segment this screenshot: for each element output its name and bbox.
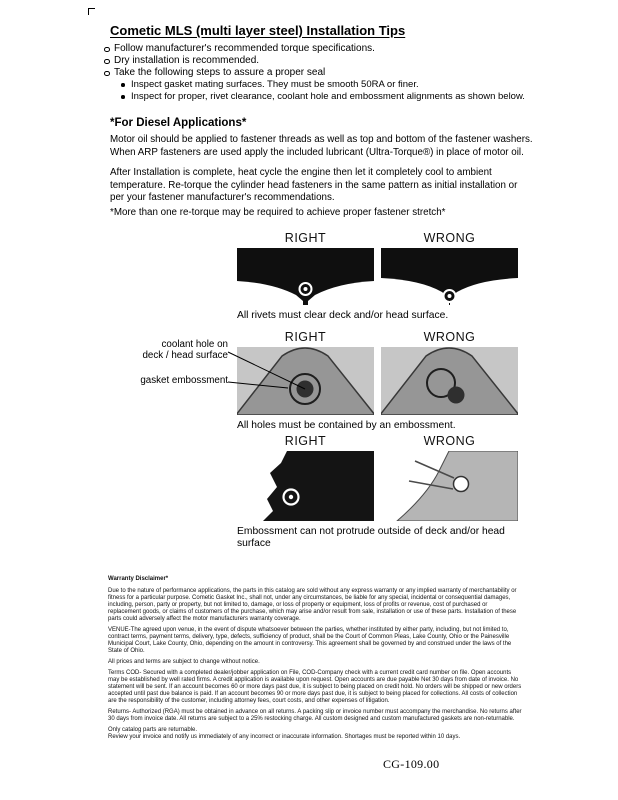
protrusion-wrong-diagram bbox=[381, 451, 518, 521]
list-item: Inspect for proper, rivet clearance, coolant hole and embossment alignments as shown below. bbox=[121, 91, 525, 103]
legal-paragraph: Only catalog parts are returnable. bbox=[108, 727, 198, 733]
legal-paragraph: All prices and terms are subject to change without notice. bbox=[108, 659, 260, 665]
diagram-caption-protrusion: Embossment can not protrude outside of deck and/or head surface bbox=[237, 526, 505, 549]
wrong-column bbox=[381, 330, 518, 415]
right-column bbox=[237, 434, 374, 521]
right-label: RIGHT bbox=[284, 434, 327, 448]
legal-paragraph: VENUE-The agreed upon venue, in the event of dispute whatsoever between the parties, whether instituted by either party, including, but not limited to, contract terms, payment terms, delivery, type, defects, sufficiency of product, shall be the Court of Common Pleas, Lake County, Ohio or the Painesville Municipal Court, Lake County, Ohio, depending on the amount in controversy. This agreement shall be governed by and construed under the laws of the State of Ohio. bbox=[108, 627, 512, 654]
diesel-heading: *For Diesel Applications* bbox=[110, 117, 247, 129]
diagram-row-rivets bbox=[237, 231, 519, 322]
gasket-embossment-label: gasket embossment bbox=[140, 375, 228, 386]
wrong-column bbox=[381, 434, 518, 521]
coolant-hole-label bbox=[120, 339, 228, 361]
legal-heading: Warranty Disclaimer* bbox=[108, 576, 169, 582]
wrong-label: WRONG bbox=[423, 434, 476, 448]
right-label: RIGHT bbox=[284, 330, 327, 344]
wrong-label: WRONG bbox=[423, 231, 476, 245]
diesel-paragraph-1: Motor oil should be applied to fastener threads as well as top and bottom of the fastener washers. When ARP fasteners are used apply the included lubricant (Ultra-Torque®) in place of motor oil. bbox=[110, 134, 533, 158]
coolant-label-line1: coolant hole on bbox=[161, 339, 228, 350]
rivet-center bbox=[448, 294, 452, 298]
coolant-label-line2: deck / head surface bbox=[142, 350, 228, 361]
page-title: Cometic MLS (multi layer steel) Installation Tips bbox=[110, 23, 406, 38]
hole-center bbox=[289, 495, 293, 499]
right-label: RIGHT bbox=[284, 231, 327, 245]
coolant-hole bbox=[448, 387, 465, 404]
list-item: Follow manufacturer's recommended torque specifications. bbox=[104, 43, 375, 55]
diagram-caption-embossment: All holes must be contained by an embossment. bbox=[237, 420, 456, 431]
coolant-hole bbox=[454, 477, 469, 492]
legal-section bbox=[108, 576, 522, 741]
rivet-center bbox=[304, 287, 308, 291]
embossment-right-diagram bbox=[237, 347, 374, 415]
catalog-page-code: CG-109.00 bbox=[383, 757, 440, 771]
tips-list bbox=[104, 43, 375, 79]
crop-mark bbox=[88, 8, 95, 15]
wrong-column bbox=[381, 231, 518, 305]
diagram-caption-rivets: All rivets must clear deck and/or head surface. bbox=[237, 310, 449, 321]
diagram-row-embossment bbox=[237, 330, 519, 432]
legal-paragraph: Review your invoice and notify us immediately of any incorrect or inaccurate information. Shortages must be reported within 10 days. bbox=[108, 734, 461, 740]
retorque-note: *More than one re-torque may be required to achieve proper fastener stretch* bbox=[110, 207, 446, 218]
legal-paragraph: Terms COD- Secured with a completed dealer/jobber application on File, COD-Company check with a current credit card number on file. Open accounts may be established by well rated firms. A credit application is available upon request. Open accounts are due payable Net 30 days from date of invoice. No statement will be sent. If an account becomes 60 or more days past due, it is subject to being placed on credit hold. No orders will be shipped or new orders accepted until past due balance is paid. If an account becomes 90 or more days past due, it is subject to being placed for collections. All costs of collection are the responsibility of the customer, including attorney fees, court costs, and other expenses of litigation. bbox=[108, 670, 522, 704]
embossment-wrong-diagram bbox=[381, 347, 518, 415]
rivet-wrong-diagram bbox=[381, 248, 518, 305]
rivet-right-diagram bbox=[237, 248, 374, 305]
legal-paragraph: Due to the nature of performance applications, the parts in this catalog are sold without any express warranty or any implied warranty of merchantability or fitness for a particular purpose. Cometic Gasket Inc., shall not, under any circumstances, be liable for any special, incidental or consequential damages, including, person, party or property, but not limited to, damage, or loss of property or equipment, loss of profits or revenue, cost of purchased or replacement goods, or claims of customers of the purchase, which may arise and/or result from sale, installation or use of these parts. Installation of these parts could adversely affect the motor manufacturers warranty coverage. bbox=[108, 588, 517, 622]
list-item: Take the following steps to assure a proper seal bbox=[104, 67, 375, 79]
diesel-paragraph-2: After Installation is complete, heat cycle the engine then let it completely cool to ambient temperature. Re-torque the cylinder head fasteners in the same pattern as initial installation or per your fastener manufacturer's recommendations. bbox=[110, 167, 518, 203]
inspection-sublist bbox=[121, 79, 525, 103]
right-column bbox=[237, 330, 374, 415]
diagram-row-protrusion bbox=[237, 434, 519, 550]
wrong-label: WRONG bbox=[423, 330, 476, 344]
legal-paragraph: Returns- Authorized (RGA) must be obtained in advance on all returns. A packing slip or invoice number must accompany the merchandise. No returns after 30 days from invoice date. All returns are subject to a 25% restocking charge. All custom designed and custom manufactured gaskets are non-returnable. bbox=[108, 709, 522, 722]
protrusion-right-diagram bbox=[237, 451, 374, 521]
coolant-hole bbox=[297, 381, 314, 398]
list-item: Inspect gasket mating surfaces. They must be smooth 50RA or finer. bbox=[121, 79, 525, 91]
list-item: Dry installation is recommended. bbox=[104, 55, 375, 67]
right-column bbox=[237, 231, 374, 305]
